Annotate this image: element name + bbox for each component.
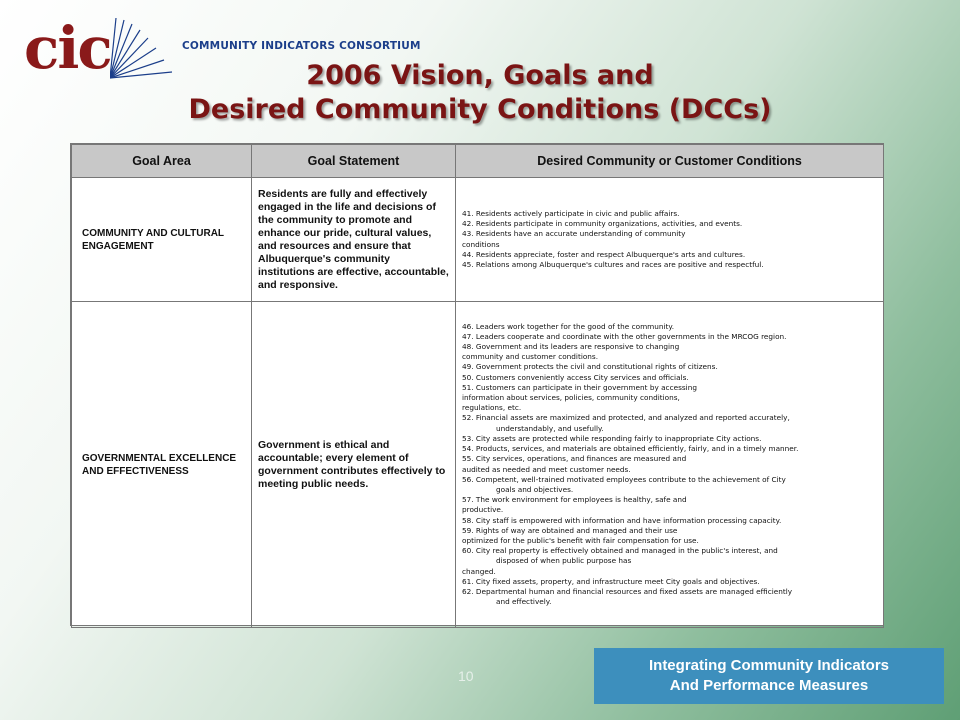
condition-line: productive.: [462, 505, 504, 515]
condition-line: 58. City staff is empowered with information and have information processing capacity.: [462, 515, 782, 525]
condition-line: 56. Competent, well-trained motivated employees contribute to the achievement of City: [462, 474, 786, 484]
condition-line: 54. Products, services, and materials are obtained efficiently, fairly, and in a timely manner.: [462, 444, 799, 454]
footer-banner: [594, 648, 944, 704]
table-header-row: [72, 145, 884, 178]
page-number: 10: [458, 668, 474, 684]
org-name: COMMUNITY INDICATORS CONSORTIUM: [182, 40, 421, 52]
header-desired-conditions: Desired Community or Customer Conditions: [456, 145, 884, 178]
condition-line: 52. Financial assets are maximized and protected, and analyzed and reported accurately,: [462, 413, 790, 423]
page-title-line2: Desired Community Conditions (DCCs): [188, 94, 772, 125]
condition-line: 47. Leaders cooperate and coordinate with the other governments in the MRCOG region.: [462, 331, 787, 341]
condition-line: 41. Residents actively participate in civic and public affairs.: [462, 208, 680, 218]
condition-line: understandably, and usefully.: [496, 423, 604, 433]
logo-text: cic: [24, 14, 111, 82]
goal-statement-cell: Residents are fully and effectively engaged in the life and decisions of the community to promote and enhance our pride, cultural values, and resources and ensure that Albuquerque's community institutions are effective, accountable, and responsive.: [252, 178, 456, 302]
condition-line: 59. Rights of way are obtained and managed and their use: [462, 525, 678, 535]
condition-line: 42. Residents participate in community organizations, activities, and events.: [462, 219, 743, 229]
table-row: [72, 302, 884, 628]
condition-line: 61. City fixed assets, property, and infrastructure meet City goals and objectives.: [462, 576, 760, 586]
conditions-cell: [456, 302, 884, 628]
condition-line: regulations, etc.: [462, 403, 522, 413]
page-title-line1: 2006 Vision, Goals and: [306, 60, 654, 91]
condition-line: 60. City real property is effectively obtained and managed in the public's interest, and: [462, 546, 778, 556]
condition-line: information about services, policies, community conditions,: [462, 393, 680, 403]
condition-line: audited as needed and meet customer needs.: [462, 464, 631, 474]
goal-area-cell: COMMUNITY AND CULTURAL ENGAGEMENT: [72, 178, 252, 302]
condition-line: 62. Departmental human and financial resources and fixed assets are managed efficiently: [462, 586, 793, 596]
header-goal-statement: Goal Statement: [252, 145, 456, 178]
condition-line: 53. City assets are protected while responding fairly to inappropriate City actions.: [462, 433, 762, 443]
condition-line: 44. Residents appreciate, foster and respect Albuquerque's arts and cultures.: [462, 249, 746, 259]
banner-line1: Integrating Community Indicators: [648, 657, 889, 674]
header-goal-area: Goal Area: [72, 145, 252, 178]
condition-line: 46. Leaders work together for the good of the community.: [462, 321, 675, 331]
condition-line: optimized for the public's benefit with fair compensation for use.: [462, 535, 699, 545]
banner-line2: And Performance Measures: [669, 677, 869, 694]
condition-line: 43. Residents have an accurate understanding of community: [462, 229, 686, 239]
condition-line: disposed of when public purpose has: [496, 556, 632, 566]
condition-line: goals and objectives.: [496, 484, 574, 494]
condition-line: 48. Government and its leaders are responsive to changing: [462, 342, 680, 352]
condition-line: 55. City services, operations, and finances are measured and: [462, 454, 687, 464]
goal-statement-cell: Government is ethical and accountable; every element of government contributes effectively to meeting public needs.: [252, 302, 456, 628]
goal-area-cell: GOVERNMENTAL EXCELLENCE AND EFFECTIVENESS: [72, 302, 252, 628]
condition-line: changed.: [462, 566, 496, 576]
table-row: [72, 178, 884, 302]
condition-line: 45. Relations among Albuquerque's cultures and races are positive and respectful.: [462, 259, 764, 269]
goals-table: [70, 143, 884, 626]
condition-line: and effectively.: [496, 597, 552, 607]
condition-line: 49. Government protects the civil and constitutional rights of citizens.: [462, 362, 718, 372]
condition-line: 57. The work environment for employees is healthy, safe and: [462, 495, 687, 505]
condition-line: conditions: [462, 239, 500, 249]
condition-line: 50. Customers conveniently access City services and officials.: [462, 372, 689, 382]
condition-line: 51. Customers can participate in their government by accessing: [462, 382, 697, 392]
condition-line: community and customer conditions.: [462, 352, 599, 362]
conditions-cell: [456, 178, 884, 302]
